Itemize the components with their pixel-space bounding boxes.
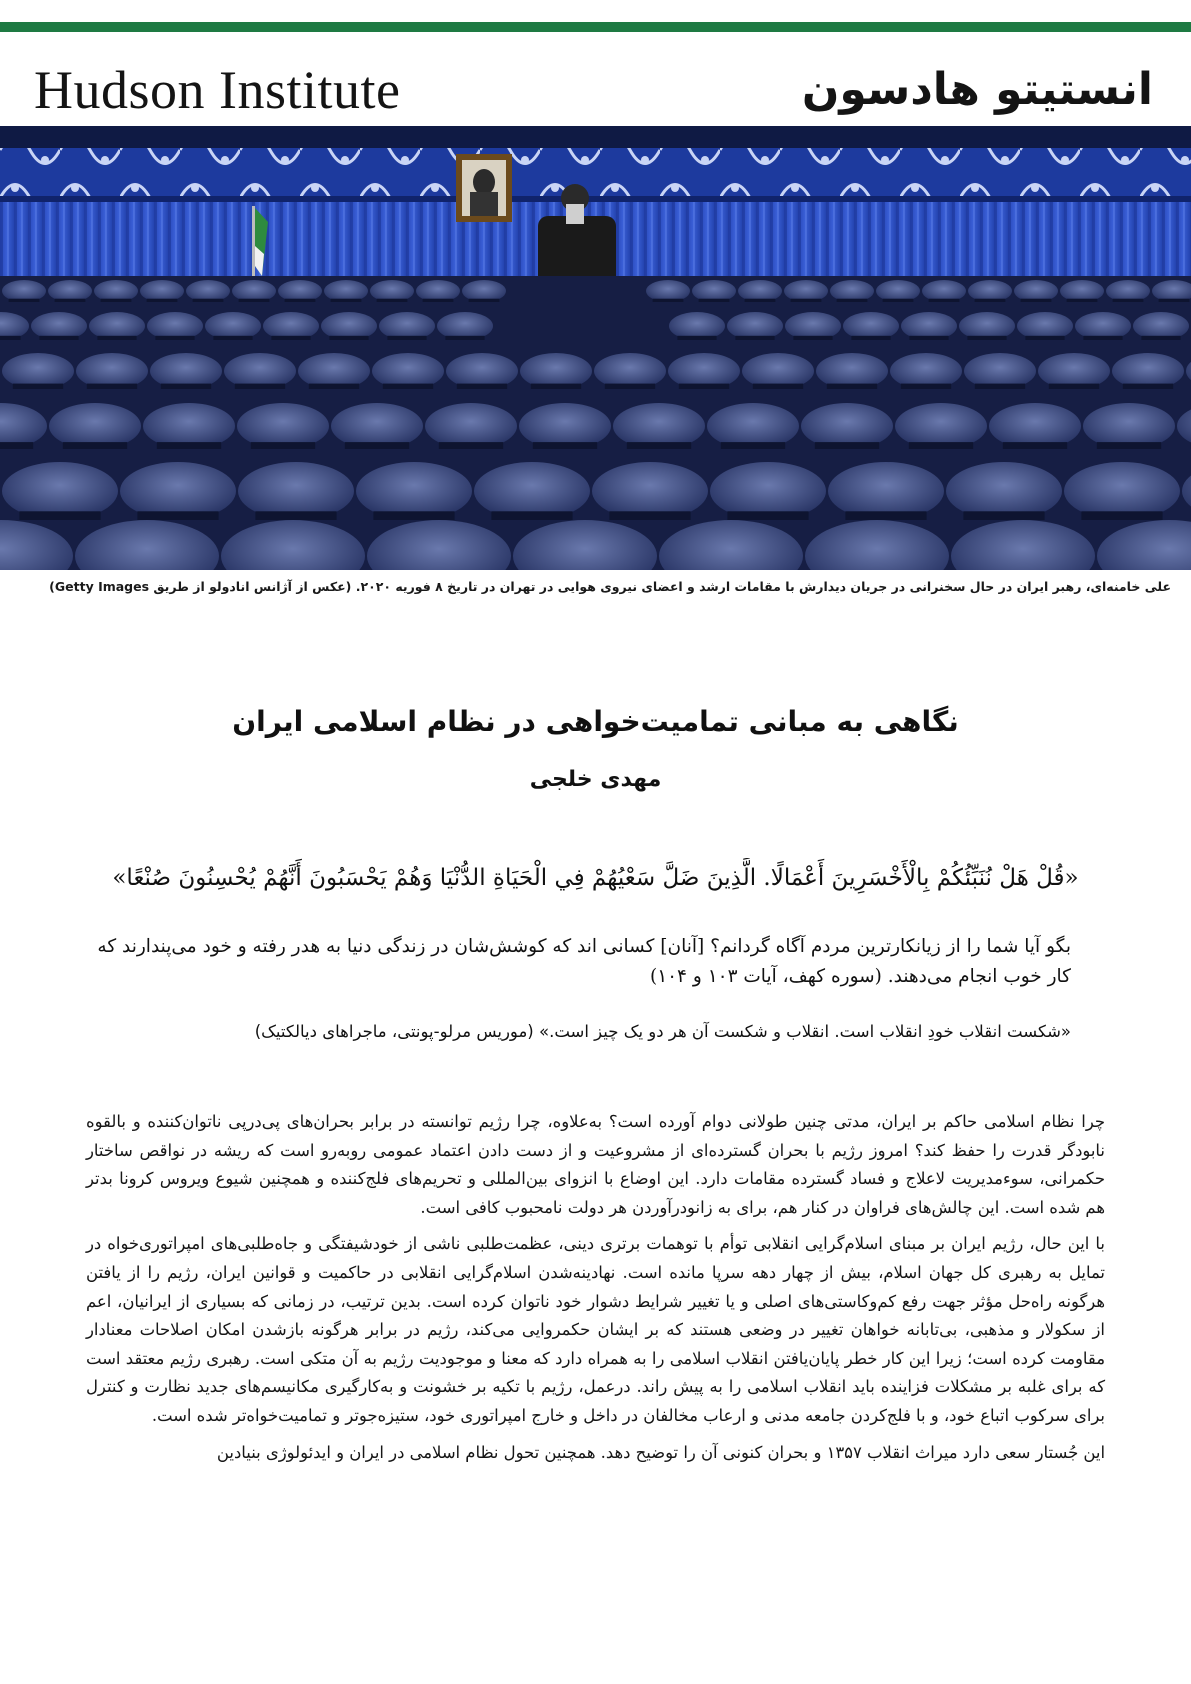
cap-brim xyxy=(9,299,40,302)
officer-cap xyxy=(263,312,319,340)
cap-brim xyxy=(609,511,690,520)
header-accent-rule xyxy=(0,22,1191,32)
quran-verse: «قُلْ هَلْ نُنَبِّئُكُمْ بِالْأَخْسَرِينَ أَعْمَالًا. الَّذِينَ ضَلَّ سَعْيُهُمْ فِي الْحَيَاةِ الدُّنْيَا وَهُمْ يَحْسَبُونَ أَنَّهُمْ يُحْسِنُونَ صُنْعًا» xyxy=(112,865,1079,891)
cap-brim xyxy=(155,336,194,340)
cap-brim xyxy=(793,336,832,340)
cap-brim xyxy=(975,299,1006,302)
brand-name-persian[interactable]: انستیتو هادسون xyxy=(801,64,1153,115)
cap-brim xyxy=(909,336,948,340)
cap-brim xyxy=(653,299,684,302)
cap-brim xyxy=(1159,299,1190,302)
cap-brim xyxy=(975,384,1025,389)
officer-cap xyxy=(959,312,1015,340)
officer-cap xyxy=(147,312,203,340)
officer-cap xyxy=(437,312,493,340)
verse-translation: بگو آیا شما را از زیانکارترین مردم آگاه گردانم؟ [آنان] کسانی اند که کوشش‌شان در زندگی دنیا به هدر رفته و خود می‌پندارند که کار خوب انجام می‌دهند. (سوره کهف، آیات ۱۰۳ و ۱۰۴) xyxy=(97,936,1071,987)
cap-brim xyxy=(1113,299,1144,302)
cap-brim xyxy=(373,511,454,520)
cap-brim xyxy=(1141,336,1180,340)
cap-brim xyxy=(791,299,822,302)
cap-brim xyxy=(345,442,409,449)
officer-cap xyxy=(727,312,783,340)
cap-brim xyxy=(331,299,362,302)
cap-brim xyxy=(101,299,132,302)
cap-brim xyxy=(0,442,33,449)
officer-cap xyxy=(89,312,145,340)
cap-brim xyxy=(251,442,315,449)
cap-brim xyxy=(255,511,336,520)
cap-brim xyxy=(377,299,408,302)
cap-brim xyxy=(845,511,926,520)
portrait-frame xyxy=(456,154,512,222)
cap-brim xyxy=(1067,299,1098,302)
cap-brim xyxy=(1025,336,1064,340)
cap-brim xyxy=(967,336,1006,340)
cap-brim xyxy=(0,336,21,340)
brand-name-english[interactable]: Hudson Institute xyxy=(34,60,401,120)
cap-brim xyxy=(137,511,218,520)
officer-cap xyxy=(31,312,87,340)
cap-brim xyxy=(883,299,914,302)
cap-brim xyxy=(387,336,426,340)
body-paragraph-3: این جُستار سعی دارد میراث انقلاب ۱۳۵۷ و بحران کنونی آن را توضیح دهد. همچنین تحول نظام اسلامی در ایران و ایدئولوژی بنیادین xyxy=(216,1442,1105,1462)
cap-brim xyxy=(491,511,572,520)
cap-brim xyxy=(677,336,716,340)
cap-brim xyxy=(423,299,454,302)
cap-brim xyxy=(699,299,730,302)
cap-brim xyxy=(753,384,803,389)
cap-brim xyxy=(439,442,503,449)
body-paragraph-2: با این حال، رژیم ایران بر مبنای اسلام‌گرایی انقلابی توأم با توهمات برتری دینی، عظمت‌طلبی ناشی از خودشیفتگی و جاه‌طلبی‌های امپراتوری‌خواه در تمایل به رهبری کل جهان اسلام، بیش از چهار دهه سرپا مانده است. نهادینه‌شدن اسلام‌گرایی انقلابی در حاکمیت و قوانین ایران، رژیم را از یافتن هرگونه راه‌حل مؤثر جهت رفع کم‌وکاستی‌های اصلی و یا تغییر شرایط دشوار خود ناتوان کرده است. بدین ترتیب، در زمانی که بسیاری از ایرانیان، اعم از سکولار و مذهبی، بی‌تابانه خواهان تغییر در وضعی هستند که بر ایشان حکمروایی می‌کند، رژیم در برابر هرگونه بازشدن امکان اصلاحات معنادار مقاومت کرده است؛ زیرا این کار خطر پایان‌یافتن انقلاب اسلامی را به همراه دارد که معنا و موجودیت رژیم به آن متکی است. رهبری رژیم معتقد است که برای غلبه بر مشکلات فزاینده باید انقلاب اسلامی را به پیش راند. درعمل، رژیم با تکیه بر خشونت و به‌کارگیری مکانیسم‌های جدید نظارت و کنترل برای سرکوب اتباع خود، و با فلج‌کردن جامعه مدنی و ارعاب مخالفان در داخل و خارج امپراتوری خود، ستیزه‌جوتر و تمامیت‌خواه‌تر شده است. xyxy=(86,1234,1105,1425)
cap-brim xyxy=(815,442,879,449)
cap-brim xyxy=(1049,384,1099,389)
officer-cap xyxy=(785,312,841,340)
body-paragraph-1: چرا نظام اسلامی حاکم بر ایران، مدتی چنین طولانی دوام آورده است؟ به‌علاوه، چرا رژیم توانسته در برابر بحران‌های پی‌درپی ناتوان‌کننده و بالقوه نابودگر قدرت را حفظ کند؟ امروز رژیم با بحران گسترده‌ای از مشروعیت و از دست دادن اعتماد عمومی روبه‌رو است که ریشه در نواقص ساختار حکمرانی، سوءمدیریت لاعلاج و فساد گسترده مقامات دارد. این اوضاع با انزوای بین‌المللی و تحریم‌های فلج‌کننده و همچنین شیوع ویروس کرونا بدتر هم شده است. این چالش‌های فراوان در کنار هم، برای به زانودرآوردن هر دولت نامحبوب کافی است. xyxy=(86,1112,1105,1217)
article-title: نگاهی به مبانی تمامیت‌خواهی در نظام اسلامی ایران xyxy=(232,705,959,738)
officer-cap xyxy=(379,312,435,340)
cap-brim xyxy=(929,299,960,302)
officer-cap xyxy=(1133,312,1189,340)
cap-brim xyxy=(235,384,285,389)
cap-brim xyxy=(679,384,729,389)
cap-brim xyxy=(727,511,808,520)
epigraph-quote: «شکست انقلاب خودِ انقلاب است. انقلاب و شکست آن هر دو یک چیز است.» (موریس مرلو-پونتی، ماجراهای دیالکتیک) xyxy=(254,1022,1071,1041)
cap-brim xyxy=(1003,442,1067,449)
cap-brim xyxy=(837,299,868,302)
cap-brim xyxy=(63,442,127,449)
cap-brim xyxy=(39,336,78,340)
cap-brim xyxy=(1081,511,1162,520)
cap-brim xyxy=(1021,299,1052,302)
cap-brim xyxy=(309,384,359,389)
cap-brim xyxy=(157,442,221,449)
cap-brim xyxy=(457,384,507,389)
cap-brim xyxy=(851,336,890,340)
cap-brim xyxy=(531,384,581,389)
cap-brim xyxy=(605,384,655,389)
article-body xyxy=(86,1108,1105,1475)
officer-cap xyxy=(205,312,261,340)
cap-brim xyxy=(383,384,433,389)
cap-brim xyxy=(213,336,252,340)
cap-brim xyxy=(239,299,270,302)
article-author[interactable]: مهدی خلجی xyxy=(529,767,662,792)
cap-brim xyxy=(901,384,951,389)
cap-brim xyxy=(193,299,224,302)
officer-cap xyxy=(901,312,957,340)
cap-brim xyxy=(271,336,310,340)
cap-brim xyxy=(445,336,484,340)
cap-brim xyxy=(627,442,691,449)
cap-brim xyxy=(963,511,1044,520)
cap-brim xyxy=(161,384,211,389)
officer-cap xyxy=(843,312,899,340)
cap-brim xyxy=(909,442,973,449)
cap-brim xyxy=(19,511,100,520)
cap-brim xyxy=(469,299,500,302)
cap-brim xyxy=(285,299,316,302)
officer-cap xyxy=(321,312,377,340)
cap-brim xyxy=(827,384,877,389)
cap-brim xyxy=(1083,336,1122,340)
photo-caption: علی خامنه‌ای، رهبر ایران در حال سخنرانی در جریان دیدارش با مقامات ارشد و اعضای نیروی هوایی در تهران در تاریخ ۸ فوریه ۲۰۲۰. (عکس از آژانس انادولو از طریق Getty Images) xyxy=(49,579,1171,594)
cap-brim xyxy=(55,299,86,302)
officer-cap xyxy=(1017,312,1073,340)
cap-brim xyxy=(533,442,597,449)
cap-brim xyxy=(97,336,136,340)
cap-brim xyxy=(13,384,63,389)
cap-brim xyxy=(329,336,368,340)
officer-cap xyxy=(1075,312,1131,340)
cap-brim xyxy=(1123,384,1173,389)
hero-photo xyxy=(0,126,1191,570)
cap-brim xyxy=(1097,442,1161,449)
officer-cap xyxy=(669,312,725,340)
cap-brim xyxy=(147,299,178,302)
cap-brim xyxy=(735,336,774,340)
cap-brim xyxy=(721,442,785,449)
cap-brim xyxy=(745,299,776,302)
cap-brim xyxy=(87,384,137,389)
